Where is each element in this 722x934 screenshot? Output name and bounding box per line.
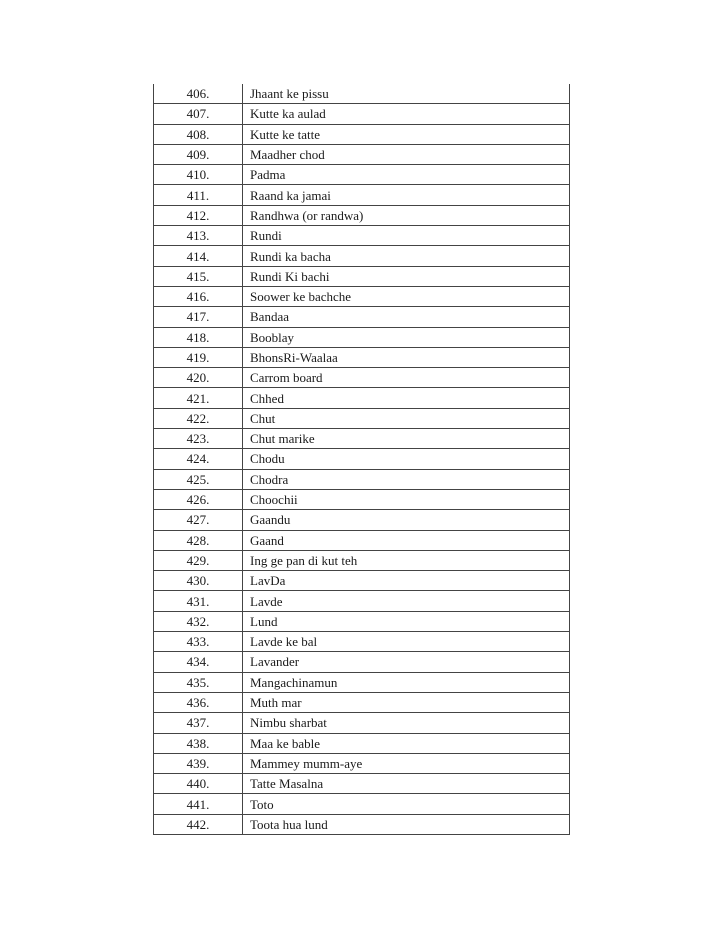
row-text: Bandaa — [243, 307, 570, 327]
row-number: 418. — [154, 327, 243, 347]
row-number: 439. — [154, 753, 243, 773]
table-row — [154, 286, 570, 306]
row-text: Chhed — [243, 388, 570, 408]
table-row — [154, 144, 570, 164]
row-text: Rundi ka bacha — [243, 246, 570, 266]
word-list-table — [153, 84, 570, 835]
table-row — [154, 652, 570, 672]
row-number: 408. — [154, 124, 243, 144]
row-number: 440. — [154, 774, 243, 794]
table-row — [154, 530, 570, 550]
table-row — [154, 489, 570, 509]
table-row — [154, 794, 570, 814]
table-row — [154, 571, 570, 591]
row-number: 423. — [154, 429, 243, 449]
row-text: Rundi — [243, 226, 570, 246]
table-row — [154, 510, 570, 530]
table-row — [154, 388, 570, 408]
table-row — [154, 713, 570, 733]
row-text: Toota hua lund — [243, 814, 570, 834]
table-row — [154, 814, 570, 834]
row-text: Mangachinamun — [243, 672, 570, 692]
table-row — [154, 611, 570, 631]
row-text: Chodu — [243, 449, 570, 469]
row-text: Tatte Masalna — [243, 774, 570, 794]
row-number: 413. — [154, 226, 243, 246]
row-text: Rundi Ki bachi — [243, 266, 570, 286]
table-row — [154, 774, 570, 794]
table-row — [154, 408, 570, 428]
table-row — [154, 327, 570, 347]
row-text: Choochii — [243, 489, 570, 509]
row-text: Booblay — [243, 327, 570, 347]
row-text: Ing ge pan di kut teh — [243, 550, 570, 570]
row-number: 419. — [154, 347, 243, 367]
row-number: 416. — [154, 286, 243, 306]
row-number: 411. — [154, 185, 243, 205]
table-row — [154, 469, 570, 489]
table-row — [154, 753, 570, 773]
table-row — [154, 347, 570, 367]
row-number: 428. — [154, 530, 243, 550]
table-row — [154, 672, 570, 692]
row-number: 407. — [154, 104, 243, 124]
table-row — [154, 550, 570, 570]
row-text: Mammey mumm-aye — [243, 753, 570, 773]
row-text: Raand ka jamai — [243, 185, 570, 205]
table-row — [154, 84, 570, 104]
table-row — [154, 246, 570, 266]
row-number: 438. — [154, 733, 243, 753]
row-number: 442. — [154, 814, 243, 834]
row-number: 415. — [154, 266, 243, 286]
table-row — [154, 632, 570, 652]
row-text: Randhwa (or randwa) — [243, 205, 570, 225]
row-number: 434. — [154, 652, 243, 672]
row-number: 431. — [154, 591, 243, 611]
row-number: 432. — [154, 611, 243, 631]
row-number: 424. — [154, 449, 243, 469]
table-row — [154, 226, 570, 246]
row-number: 406. — [154, 84, 243, 104]
row-number: 425. — [154, 469, 243, 489]
row-text: Maadher chod — [243, 144, 570, 164]
row-text: Chut marike — [243, 429, 570, 449]
table-row — [154, 692, 570, 712]
row-number: 412. — [154, 205, 243, 225]
row-text: Chodra — [243, 469, 570, 489]
row-text: Chut — [243, 408, 570, 428]
row-text: BhonsRi-Waalaa — [243, 347, 570, 367]
table-row — [154, 185, 570, 205]
table-row — [154, 591, 570, 611]
row-text: Padma — [243, 165, 570, 185]
row-number: 430. — [154, 571, 243, 591]
row-number: 420. — [154, 368, 243, 388]
table-row — [154, 205, 570, 225]
row-text: Lavde ke bal — [243, 632, 570, 652]
row-number: 433. — [154, 632, 243, 652]
row-number: 441. — [154, 794, 243, 814]
row-text: Soower ke bachche — [243, 286, 570, 306]
row-text: Kutte ka aulad — [243, 104, 570, 124]
row-text: Nimbu sharbat — [243, 713, 570, 733]
row-number: 436. — [154, 692, 243, 712]
row-number: 426. — [154, 489, 243, 509]
table-row — [154, 368, 570, 388]
table-row — [154, 307, 570, 327]
row-text: Maa ke bable — [243, 733, 570, 753]
row-text: Lund — [243, 611, 570, 631]
row-number: 422. — [154, 408, 243, 428]
row-text: LavDa — [243, 571, 570, 591]
table-row — [154, 165, 570, 185]
table-row — [154, 733, 570, 753]
word-list-body — [154, 84, 570, 834]
row-number: 414. — [154, 246, 243, 266]
row-text: Gaandu — [243, 510, 570, 530]
row-text: Lavde — [243, 591, 570, 611]
table-row — [154, 449, 570, 469]
row-text: Kutte ke tatte — [243, 124, 570, 144]
row-number: 435. — [154, 672, 243, 692]
row-number: 421. — [154, 388, 243, 408]
row-text: Toto — [243, 794, 570, 814]
row-text: Carrom board — [243, 368, 570, 388]
table-row — [154, 429, 570, 449]
row-text: Muth mar — [243, 692, 570, 712]
row-number: 410. — [154, 165, 243, 185]
row-text: Lavander — [243, 652, 570, 672]
row-number: 429. — [154, 550, 243, 570]
row-number: 437. — [154, 713, 243, 733]
row-text: Gaand — [243, 530, 570, 550]
row-text: Jhaant ke pissu — [243, 84, 570, 104]
row-number: 417. — [154, 307, 243, 327]
table-row — [154, 266, 570, 286]
row-number: 409. — [154, 144, 243, 164]
table-row — [154, 104, 570, 124]
table-row — [154, 124, 570, 144]
row-number: 427. — [154, 510, 243, 530]
